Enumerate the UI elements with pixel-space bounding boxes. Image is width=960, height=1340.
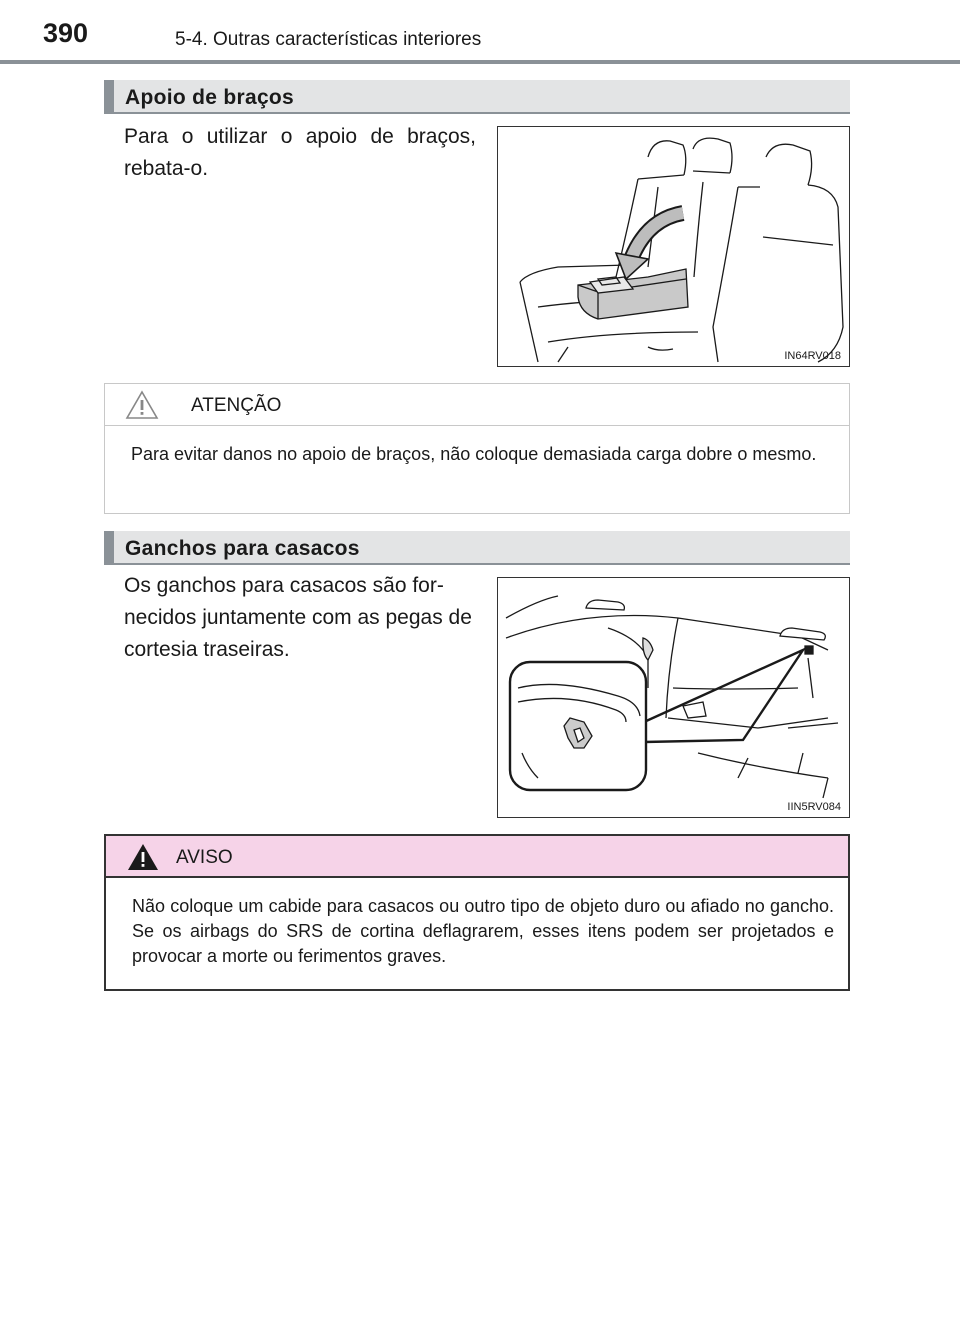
notice-text: Não coloque um cabide para casacos ou outro tipo de objeto duro ou afiado no gancho. Se os airbags do SRS de cortina deflagrarem, esses itens podem ser projetados e provocar a morte ou ferimentos graves. — [132, 896, 834, 966]
caution-text: Para evitar danos no apoio de braços, não coloque demasiada carga dobre o mesmo. — [131, 444, 817, 464]
page-number: 390 — [43, 18, 89, 48]
coat-hook-illustration — [497, 577, 850, 818]
warning-triangle-icon — [126, 841, 160, 873]
caution-box — [104, 383, 850, 514]
notice-title: AVISO — [176, 847, 233, 868]
section-bar — [104, 80, 114, 112]
figure-code: IN64RV018 — [784, 350, 841, 362]
notice-header — [106, 836, 848, 878]
section-heading-armrest — [104, 80, 850, 114]
section-heading-coat-hooks — [104, 531, 850, 565]
figure-code: IIN5RV084 — [787, 801, 841, 813]
header-rule — [0, 60, 960, 64]
warning-triangle-icon — [125, 389, 159, 421]
section-title: Ganchos para casacos — [125, 537, 360, 560]
caution-header — [105, 384, 849, 426]
armrest-instruction: Para o utilizar o apoio de braços, rebata-o. — [124, 125, 476, 180]
section-bar — [104, 531, 114, 563]
notice-box — [104, 834, 850, 991]
armrest-illustration — [497, 126, 850, 367]
coat-hooks-description: Os ganchos para casacos são for-necidos juntamente com as pegas de cortesia traseiras. — [124, 574, 472, 661]
running-title: 5-4. Outras características interiores — [175, 29, 482, 50]
section-title: Apoio de braços — [125, 86, 295, 109]
caution-title: ATENÇÃO — [191, 395, 282, 416]
